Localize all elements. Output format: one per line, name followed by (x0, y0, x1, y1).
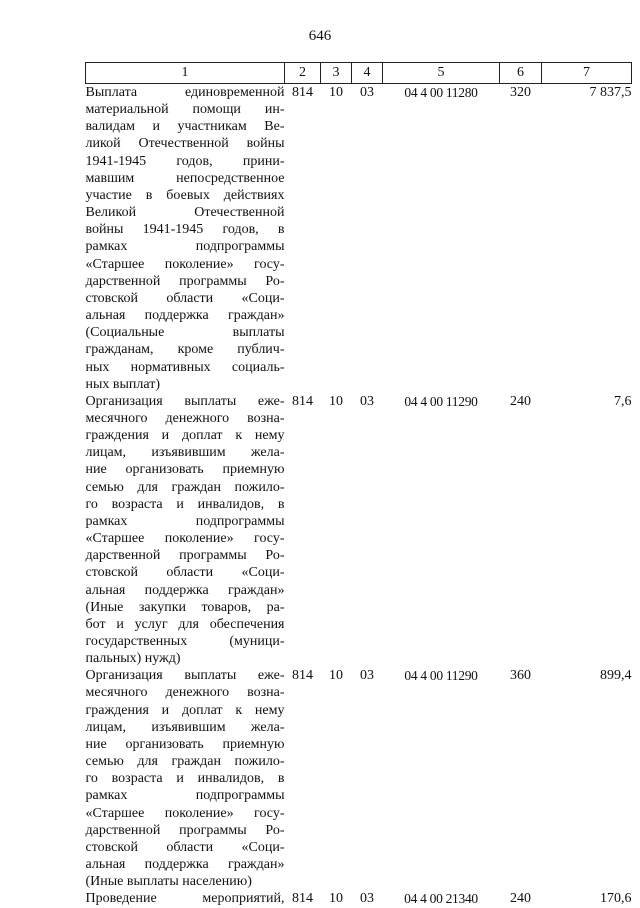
ministry-code-cell: 814 (292, 891, 313, 907)
section-code-cell: 10 (329, 393, 343, 409)
description-line: (Социальные выплаты (85, 325, 285, 341)
description-line: ние организовать приемную (85, 462, 285, 478)
description-line: месячного денежного возна- (85, 410, 285, 426)
expense-type-cell: 240 (510, 393, 531, 409)
subsection-code-cell: 03 (360, 668, 374, 684)
budget-table (85, 62, 632, 908)
row-description (86, 84, 285, 393)
description-line: граждения и доплат к нему (85, 702, 285, 718)
description-line: гражданам, кроме публич- (85, 342, 285, 358)
description-line: Организация выплаты еже- (85, 393, 285, 409)
ministry-code-cell: 814 (292, 668, 313, 684)
description-line: альная поддержка граждан» (85, 308, 285, 324)
ministry-code-cell: 814 (292, 393, 313, 409)
description-line: бот и услуг для обеспечения (85, 616, 285, 632)
subsection-code-cell: 03 (360, 85, 374, 100)
description-line: ных нормативных социаль- (85, 359, 285, 375)
target-item-code-cell: 04 4 00 21340 (404, 891, 478, 907)
description-line: лицам, изъявившим жела- (85, 719, 285, 735)
description-line: стовской области «Соци- (85, 565, 285, 581)
page-number: 646 (308, 28, 332, 44)
section-code-cell: 10 (329, 891, 343, 907)
description-line: стовской области «Соци- (85, 290, 285, 306)
column-header-5: 5 (383, 63, 500, 84)
table-row (86, 393, 632, 668)
description-line: рамках подпрограммы (85, 788, 285, 804)
expense-type-cell: 360 (510, 668, 531, 684)
amount-cell: 899,4 (600, 668, 632, 684)
column-header-7: 7 (542, 63, 632, 84)
target-item-code-cell: 04 4 00 11280 (404, 85, 478, 100)
table-header-row (86, 63, 632, 84)
description-line: ликой Отечественной войны (85, 136, 285, 152)
column-header-3: 3 (321, 63, 352, 84)
description-line: граждения и доплат к нему (85, 428, 285, 444)
description-line: дарственной программы Ро- (85, 273, 285, 289)
amount-cell: 170,6 (600, 891, 632, 907)
description-line: пальных) нужд) (85, 651, 181, 667)
subsection-code-cell: 03 (360, 393, 374, 409)
row-description (86, 393, 285, 668)
description-line: «Старшее поколение» госу- (85, 256, 285, 272)
description-line: мавшим непосредственное (85, 170, 285, 186)
description-line: го возраста и инвалидов, в (85, 496, 285, 512)
description-line: 1941-1945 годов, прини- (85, 153, 285, 169)
description-line: стовской области «Соци- (85, 839, 285, 855)
description-line: семью для граждан пожило- (85, 479, 285, 495)
description-line: государственных (муници- (85, 634, 285, 649)
section-code-cell: 10 (329, 85, 343, 100)
column-header-1: 1 (86, 63, 285, 84)
description-line: (Иные выплаты населению) (85, 874, 252, 890)
description-line: ных выплат) (85, 376, 161, 392)
description-line: альная поддержка граждан» (85, 857, 285, 873)
description-line: рамках подпрограммы (85, 513, 285, 529)
description-line: (Иные закупки товаров, ра- (85, 599, 285, 615)
description-line: валидам и участникам Ве- (85, 119, 285, 135)
description-line: альная поддержка граждан» (85, 582, 285, 598)
column-header-6: 6 (500, 63, 542, 84)
description-line: дарственной программы Ро- (85, 548, 285, 564)
row-description (86, 667, 285, 890)
description-line: дарственной программы Ро- (85, 822, 285, 838)
description-line: ние организовать приемную (85, 736, 285, 752)
ministry-code-cell: 814 (292, 85, 313, 100)
column-header-2: 2 (285, 63, 321, 84)
table-row (86, 84, 632, 393)
description-line: рамках подпрограммы (85, 239, 285, 255)
description-line: месячного денежного возна- (85, 685, 285, 701)
target-item-code-cell: 04 4 00 11290 (404, 393, 478, 409)
description-line: го возраста и инвалидов, в (85, 771, 285, 787)
section-code-cell: 10 (329, 668, 343, 684)
description-line: участие в боевых действиях (85, 187, 285, 203)
description-line: семью для граждан пожило- (85, 754, 285, 770)
description-line: материальной помощи ин- (85, 102, 285, 118)
expense-type-cell: 240 (510, 891, 531, 907)
subsection-code-cell: 03 (360, 891, 374, 907)
expense-type-cell: 320 (510, 85, 531, 100)
description-line: Проведение мероприятий, (85, 891, 285, 907)
target-item-code-cell: 04 4 00 11290 (404, 668, 478, 684)
amount-cell: 7 837,5 (589, 85, 632, 100)
description-line: Организация выплаты еже- (85, 668, 285, 684)
amount-cell: 7,6 (614, 393, 632, 409)
description-line: Выплата единовременной (85, 85, 285, 100)
description-line: «Старшее поколение» госу- (85, 805, 285, 821)
description-line: лицам, изъявившим жела- (85, 445, 285, 461)
description-line: войны 1941-1945 годов, в (85, 222, 285, 238)
description-line: Великой Отечественной (85, 205, 285, 221)
column-header-4: 4 (352, 63, 383, 84)
table-row (86, 667, 632, 890)
description-line: «Старшее поколение» госу- (85, 531, 285, 547)
